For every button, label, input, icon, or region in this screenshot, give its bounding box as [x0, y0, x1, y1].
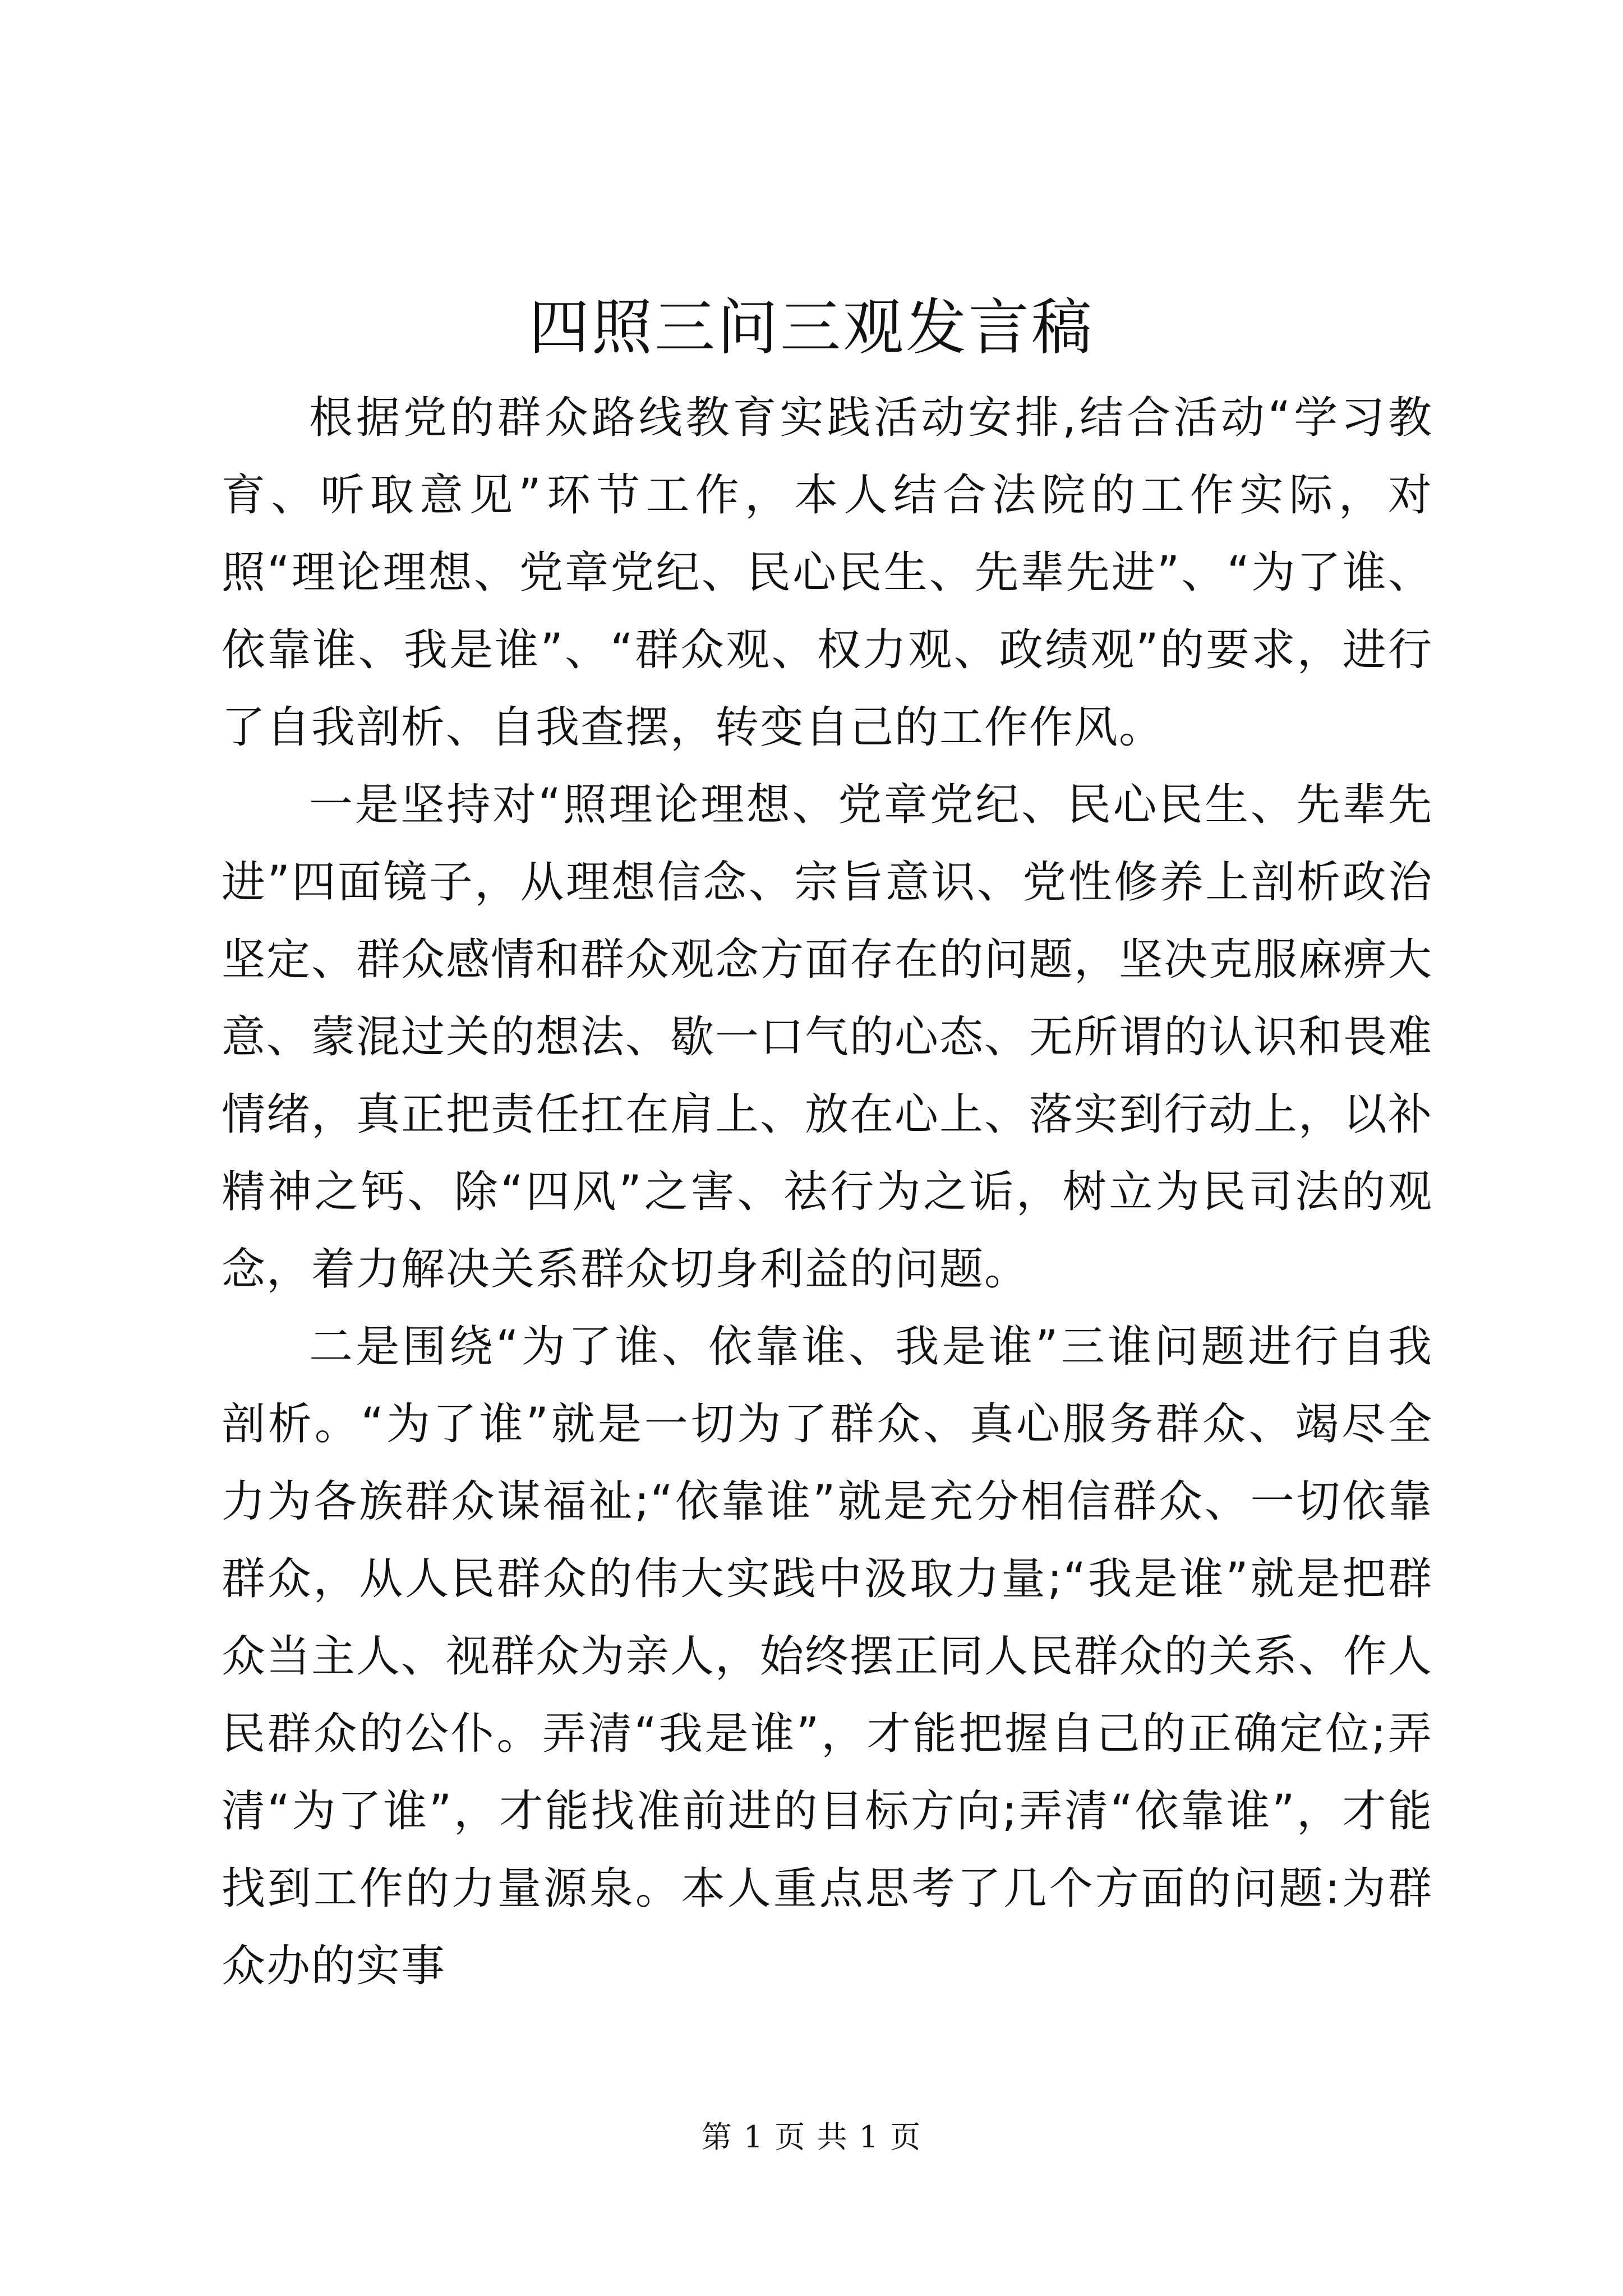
- page-footer: 第 1 页 共 1 页: [701, 2119, 922, 2155]
- paragraph-point-two: 二是围绕“为了谁、依靠谁、我是谁”三谁问题进行自我剖析。“为了谁”就是一切为了群众、真心服务群众、竭尽全力为各族群众谋福祉;“依靠谁”就是充分相信群众、一切依靠群众，从人民群众的伟大实践中汲取力量;“我是谁”就是把群众当主人、视群众为亲人，始终摆正同人民群众的关系、作人民群众的公仆。弄清“我是谁”，才能把握自己的正确定位;弄清“为了谁”，才能找准前进的目标方向;弄清“依靠谁”，才能找到工作的力量源泉。本人重点思考了几个方面的问题:为群众办的实事: [222, 1322, 1433, 1991]
- paragraph-point-one: 一是坚持对“照理论理想、党章党纪、民心民生、先辈先进”四面镜子，从理想信念、宗旨意识、党性修养上剖析政治坚定、群众感情和群众观念方面存在的问题，坚决克服麻痹大意、蒙混过关的想法、歇一口气的心态、无所谓的认识和畏难情绪，真正把责任扛在肩上、放在心上、落实到行动上，以补精神之钙、除“四风”之害、祛行为之诟，树立为民司法的观念，着力解决关系群众切身利益的问题。: [222, 780, 1433, 1295]
- page-title: 四照三问三观发言稿: [528, 293, 1094, 363]
- document-body: [222, 379, 1433, 2005]
- paragraph-intro: 根据党的群众路线教育实践活动安排,结合活动“学习教育、听取意见”环节工作，本人结合法院的工作实际，对照“理论理想、党章党纪、民心民生、先辈先进”、“为了谁、依靠谁、我是谁”、“群众观、权力观、政绩观”的要求，进行了自我剖析、自我查摆，转变自己的工作作风。: [222, 393, 1433, 753]
